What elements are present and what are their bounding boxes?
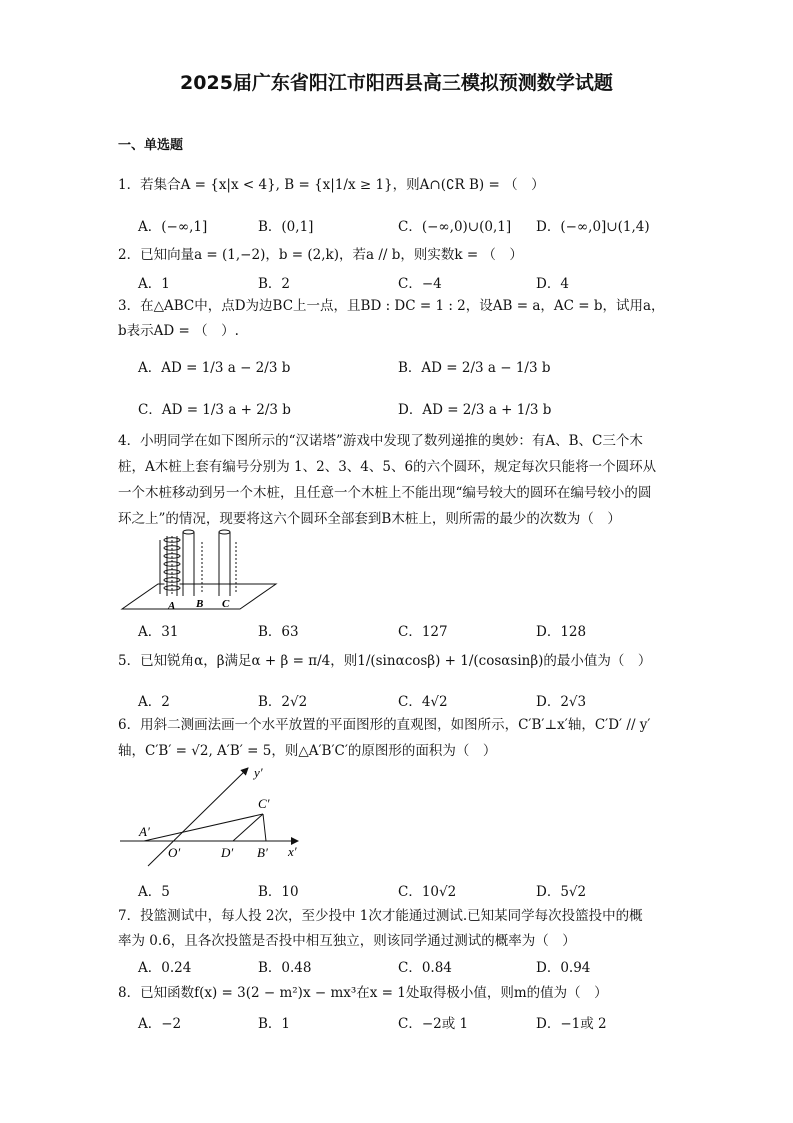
question-4-line-1: 4．小明同学在如下图所示的“汉诺塔”游戏中发现了数列递推的奥妙：有A、B、C三个木	[118, 433, 643, 449]
page-title: 2025届广东省阳江市阳西县高三模拟预测数学试题	[180, 72, 613, 94]
q4-option-c: C．127	[398, 624, 448, 640]
hanoi-tower-figure	[118, 528, 283, 613]
q6-option-a: A．5	[138, 884, 170, 900]
question-7-line-1: 7．投篮测试中，每人投 2次，至少投中 1次才能通过测试.已知某同学每次投篮投中的概	[118, 908, 643, 924]
hanoi-rings	[164, 536, 180, 596]
question-3-line-1: 3．在△ABC中，点D为边BC上一点，且BD : DC = 1 : 2，设AB = a，AC = b，试用a，	[118, 298, 665, 314]
q3-option-d: D．AD = 2/3 a + 1/3 b	[398, 402, 552, 418]
label-x-prime: x′	[288, 844, 297, 859]
q8-option-c: C．−2或 1	[398, 1016, 469, 1032]
q6-option-c: C．10√2	[398, 884, 457, 900]
q4-option-d: D．128	[536, 624, 587, 640]
q6-option-b: B．10	[258, 884, 299, 900]
peg-label-a: A	[168, 600, 176, 612]
question-7-line-2: 率为 0.6，且各次投篮是否投中相互独立，则该同学通过测试的概率为（ ）	[118, 933, 576, 949]
label-b-prime: B′	[257, 845, 268, 860]
q3-option-c: C．AD = 1/3 a + 2/3 b	[138, 402, 291, 418]
question-2-stem: 2．已知向量a = (1,−2)，b = (2,k)，若a // b，则实数k = （ ）	[118, 247, 523, 263]
oblique-projection-figure	[118, 762, 308, 868]
q1-option-a: A．(−∞,1]	[138, 219, 208, 235]
q2-option-a: A．1	[138, 276, 170, 292]
segment-c-b	[263, 814, 266, 841]
q1-option-c: C．(−∞,0)∪(0,1]	[398, 219, 512, 235]
q8-option-b: B．1	[258, 1016, 291, 1032]
q3-option-a: A．AD = 1/3 a − 2/3 b	[138, 360, 291, 376]
question-8-stem: 8．已知函数f(x) = 3(2 − m²)x − mx³在x = 1处取得极小值，则m的值为（ ）	[118, 985, 608, 1001]
segment-a-c	[144, 814, 263, 841]
q7-option-a: A．0.24	[138, 960, 192, 976]
question-4-line-4: 环之上”的情况，现要将这六个圆环全部套到B木桩上，则所需的最少的次数为（ ）	[118, 511, 621, 527]
peg-label-b: B	[196, 598, 204, 610]
q2-option-b: B．2	[258, 276, 291, 292]
question-4-line-3: 一个木桩移动到另一个木桩，且任意一个木桩上不能出现“编号较大的圆环在编号较小的圆	[118, 485, 652, 501]
q1-option-b: B．(0,1]	[258, 219, 314, 235]
question-5-stem: 5．已知锐角α，β满足α + β = π/4，则1/(sinαcosβ) + 1/(cosαsinβ)的最小值为（ ）	[118, 653, 652, 669]
q3-option-b: B．AD = 2/3 a − 1/3 b	[398, 360, 551, 376]
q2-option-d: D．4	[536, 276, 569, 292]
peg-label-c: C	[222, 598, 230, 610]
q4-option-a: A．31	[138, 624, 179, 640]
q1-option-d: D．(−∞,0]∪(1,4)	[536, 219, 650, 235]
q5-option-a: A．2	[138, 694, 170, 710]
label-c-prime: C′	[258, 796, 270, 811]
question-6-line-1: 6．用斜二测画法画一个水平放置的平面图形的直观图，如图所示，C′B′⊥x′轴，C′D′ // y′	[118, 717, 651, 733]
q5-option-c: C．4√2	[398, 694, 448, 710]
section-heading: 一、单选题	[118, 138, 184, 153]
q6-option-d: D．5√2	[536, 884, 587, 900]
q8-option-d: D．−1或 2	[536, 1016, 607, 1032]
q5-option-d: D．2√3	[536, 694, 587, 710]
q4-option-b: B．63	[258, 624, 299, 640]
label-o-prime: O′	[168, 845, 181, 860]
question-3-line-2: b表示AD = （ ）.	[118, 323, 239, 339]
q7-option-b: B．0.48	[258, 960, 312, 976]
q8-option-a: A．−2	[138, 1016, 182, 1032]
question-4-line-2: 桩，A木桩上套有编号分别为 1、2、3、4、5、6的六个圆环，规定每次只能将一个圆环从	[118, 459, 657, 475]
q2-option-c: C．−4	[398, 276, 442, 292]
question-6-line-2: 轴，C′B′ = √2, A′B′ = 5，则△A′B′C′的原图形的面积为（ ）	[118, 743, 497, 759]
label-d-prime: D′	[221, 845, 234, 860]
q7-option-c: C．0.84	[398, 960, 452, 976]
label-a-prime: A′	[139, 824, 150, 839]
question-1-stem: 1．若集合A = {x|x < 4}, B = {x|1/x ≥ 1}，则A∩(∁R B) = （ ）	[118, 177, 545, 193]
segment-c-d	[233, 814, 263, 841]
q7-option-d: D．0.94	[536, 960, 591, 976]
label-y-prime: y′	[254, 765, 263, 780]
q5-option-b: B．2√2	[258, 694, 308, 710]
